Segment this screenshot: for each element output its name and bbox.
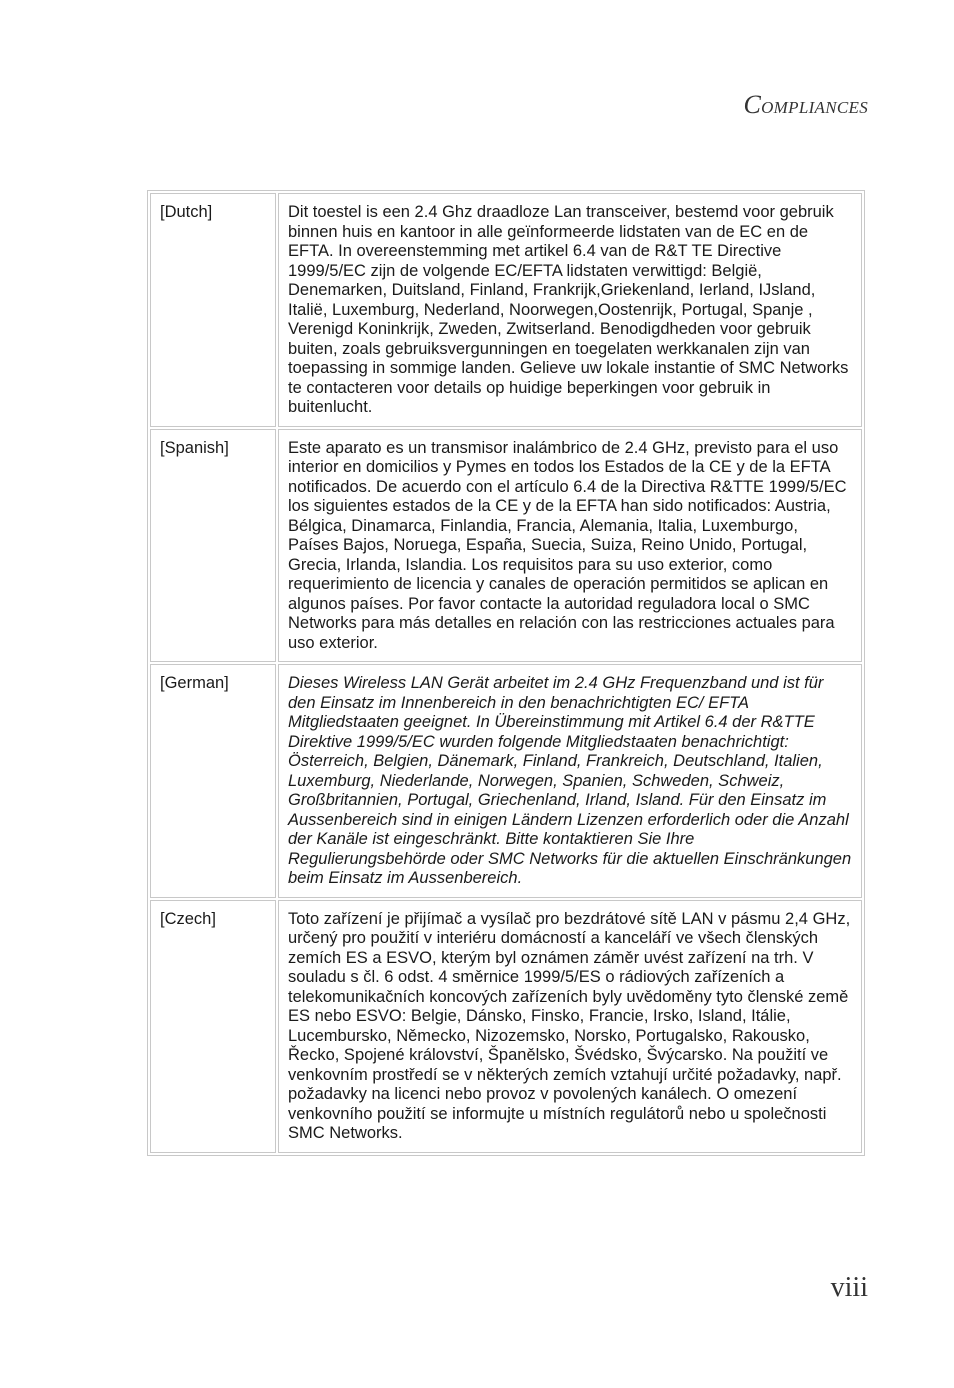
compliance-text: Este aparato es un transmisor inalámbrico de 2.4 GHz, previsto para el uso interior en domicilios y Pymes en todos los Estados de la CE y de la EFTA notificados. De acuerdo con el artículo 6.4 de la Directiva R&TTE 1999/5/EC los siguientes estados de la CE y de la EFTA han sido notificados: Austria, Bélgica, Dinamarca, Finlandia, Francia, Alemania, Italia, Luxemburgo, Países Bajos, Noruega, España, Suecia, Suiza, Reino Unido, Portugal, Grecia, Irlanda, Islandia. Los requisitos para su uso exterior, como requerimiento de licencia y canales de operación permitidos se aplican en algunos países. Por favor contacte la autoridad reguladora local o SMC Networks para más detalles en relación con las restricciones actuales para uso exterior. [278,429,862,663]
running-header-initial: C [743,90,762,119]
compliance-text: Dieses Wireless LAN Gerät arbeitet im 2.4 GHz Frequenzband und ist für den Einsatz im Innenbereich in den benachrichtigten EC/ EFTA Mitgliedstaaten geeignet. In Übereinstimmung mit Artikel 6.4 der R&TTE Direktive 1999/5/EC wurden folgende Mitgliedstaaten benachrichtigt: Österreich, Belgien, Dänemark, Finland, Frankreich, Deutschland, Italien, Luxemburg, Niederlande, Norwegen, Spanien, Schweden, Schweiz, Großbritannien, Portugal, Griechenland, Irland, Island. Für den Einsatz im Aussenbereich sind in einigen Ländern Lizenzen erforderlich oder die Anzahl der Kanäle ist eingeschränkt. Bitte kontaktieren Sie Ihre Regulierungsbehörde oder SMC Networks für die aktuellen Einschränkungen beim Einsatz im Aussenbereich. [278,664,862,898]
running-header [743,90,868,120]
language-label: [Dutch] [150,193,276,427]
table-row [150,664,862,898]
compliance-text: Dit toestel is een 2.4 Ghz draadloze Lan transceiver, bestemd voor gebruik binnen huis en kantoor in alle geïnformeerde lidstaten van de EC en de EFTA. In overeenstemming met artikel 6.4 van de R&T TE Directive 1999/5/EC zijn de volgende EC/EFTA lidstaten verwittigd: België, Denemarken, Duitsland, Finland, Frankrijk,Griekenland, Ierland, IJsland, Italië, Luxemburg, Nederland, Noorwegen,Oostenrijk, Portugal, Spanje , Verenigd Koninkrijk, Zweden, Zwitserland. Benodigdheden voor gebruik buiten, zoals gebruiksvergunningen en toegelaten werkkanalen zijn van toepassing in sommige landen. Gelieve uw lokale instantie of SMC Networks te contacteren voor details op huidige beperkingen voor gebruik in buitenlucht. [278,193,862,427]
table-row [150,193,862,427]
language-label: [Czech] [150,900,276,1153]
running-header-rest: ompliances [761,93,868,119]
table-row [150,429,862,663]
compliance-table [147,190,865,1156]
language-label: [Spanish] [150,429,276,663]
language-label: [German] [150,664,276,898]
page-number: viii [830,1272,868,1303]
table-row [150,900,862,1153]
compliance-text: Toto zařízení je přijímač a vysílač pro bezdrátové sítě LAN v pásmu 2,4 GHz, určený pro použití v interiéru domácností a kanceláří ve všech členských zemích ES a ESVO, kterým byl oznámen záměr uvést zařízení na trh. V souladu s čl. 6 odst. 4 směrnice 1999/5/ES o rádiových zařízeních a telekomunikačních koncových zařízeních byly uvědoměny tyto členské země ES nebo ESVO: Belgie, Dánsko, Finsko, Francie, Irsko, Island, Itálie, Lucembursko, Německo, Nizozemsko, Norsko, Portugalsko, Rakousko, Řecko, Spojené království, Španělsko, Švédsko, Švýcarsko. Na použití ve venkovním prostředí se v některých zemích vztahují určité požadavky, např. požadavky na licenci nebo provoz v povolených kanálech. O omezení venkovního použití se informujte u místních regulátorů nebo u společnosti SMC Networks. [278,900,862,1153]
